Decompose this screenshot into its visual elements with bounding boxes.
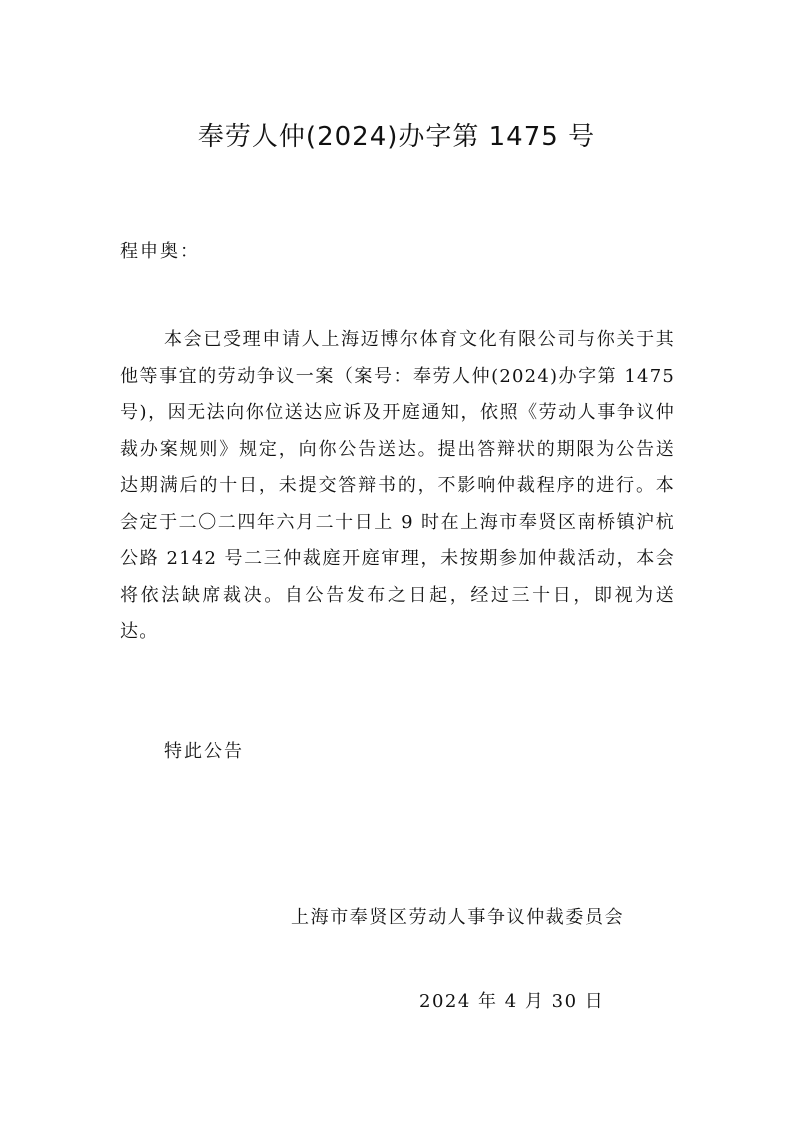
closing-phrase: 特此公告 xyxy=(164,741,244,762)
issuing-organization: 上海市奉贤区劳动人事争议仲裁委员会 xyxy=(291,907,625,928)
notice-body: 本会已受理申请人上海迈博尔体育文化有限公司与你关于其他等事宜的劳动争议一案（案号：奉劳人仲(2024)办字第 1475 号)，因无法向你位送达应诉及开庭通知，依照《劳动人事争议仲裁办案规则》规定，向你公告送达。提出答辩状的期限为公告送达期满后的十日，未提交答辩书的，不影响仲裁程序的进行。本会定于二〇二四年六月二十日上 9 时在上海市奉贤区南桥镇沪杭公路 2142 号二三仲裁庭开庭审理，未按期参加仲裁活动，本会将依法缺席裁决。自公告发布之日起，经过三十日，即视为送达。 xyxy=(120,329,675,642)
issue-date: 2024 年 4 月 30 日 xyxy=(419,991,605,1012)
salutation: 程申奥： xyxy=(120,241,200,262)
document-title: 奉劳人仲(2024)办字第 1475 号 xyxy=(197,122,596,152)
